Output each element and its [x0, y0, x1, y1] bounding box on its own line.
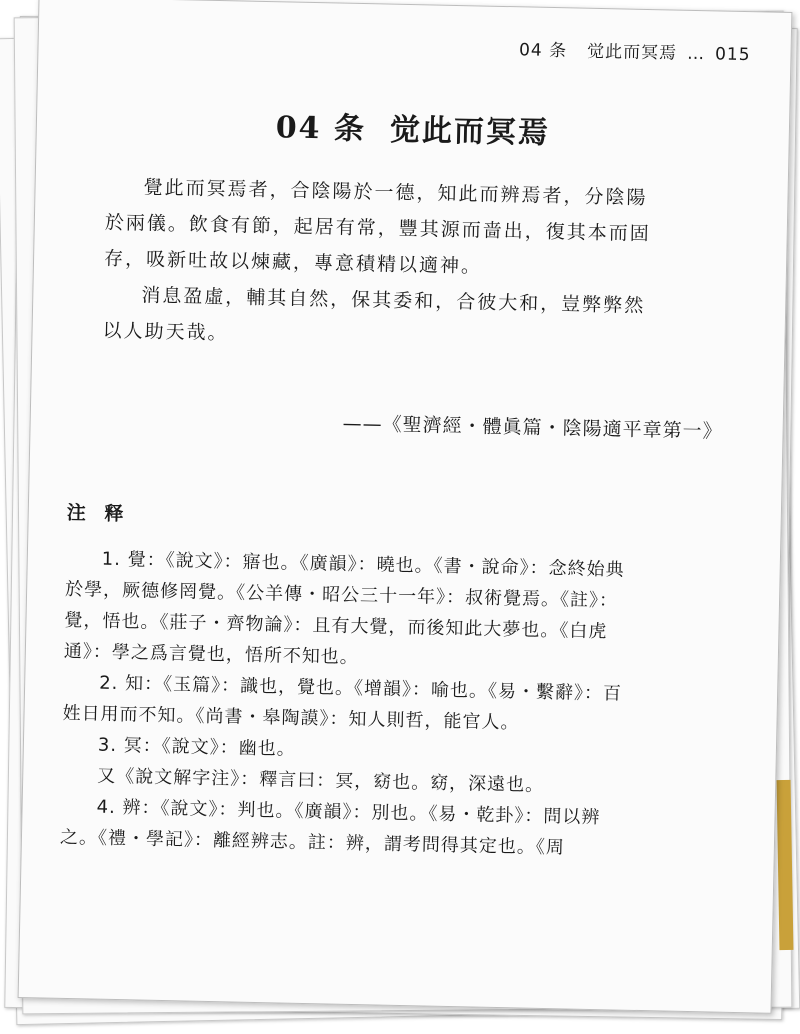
note-item: 2. 知：《玉篇》：識也，覺也。《增韻》：喻也。《易・繫辭》：百姓日用而不知。《尚書・皋陶謨》：知人則哲，能官人。 [62, 672, 623, 734]
title-number: 04 条 [275, 110, 367, 148]
header-title: 觉此而冥焉 [586, 41, 678, 64]
note-item: 3. 冥：《說文》：幽也。 [97, 734, 296, 760]
classical-text [102, 169, 666, 361]
page-number: 015 [714, 44, 751, 66]
book-page [18, 0, 793, 1014]
title-text: 觉此而冥焉 [389, 112, 551, 151]
running-header: 04 条 觉此而冥焉 … 015 [518, 40, 751, 66]
note-item: 4. 辨：《說文》：判也。《廣韻》：別也。《易・乾卦》：問以辨之。《禮・學記》：離經辨志。註：辨，謂考問得其定也。《周 [59, 796, 601, 859]
source-citation: ——《聖濟經・體眞篇・陰陽適平章第一》 [342, 412, 723, 443]
page-title [37, 97, 790, 157]
stacked-page-edge [777, 780, 794, 950]
notes-list [60, 543, 626, 865]
classical-paragraph: 覺此而冥焉者，合陰陽於一德，知此而辨焉者，分陰陽於兩儀。飲食有節，起居有常，豐其源而啬出，復其本而固存，吸新吐故以煉藏，專意積精以適神。 [103, 176, 651, 278]
header-chapter: 04 条 [518, 40, 568, 62]
note-item: 又《說文解字注》：釋言曰：冥，窈也。窈，深遠也。 [97, 765, 545, 796]
notes-heading: 注 释 [66, 501, 130, 526]
classical-paragraph: 消息盈虛，輔其自然，保其委和，合彼大和，豈弊弊然以人助天哉。 [102, 284, 646, 345]
note-item: 1. 覺：《說文》：寤也。《廣韻》：曉也。《書・說命》：念終始典於學，厥德修罔覺。《公羊傳・昭公三十一年》：叔術覺焉。《註》：覺，悟也。《莊子・齊物論》：且有大覺，而後知此大夢也。《白虎通》：學之爲言覺也，悟所不知也。 [63, 548, 625, 669]
